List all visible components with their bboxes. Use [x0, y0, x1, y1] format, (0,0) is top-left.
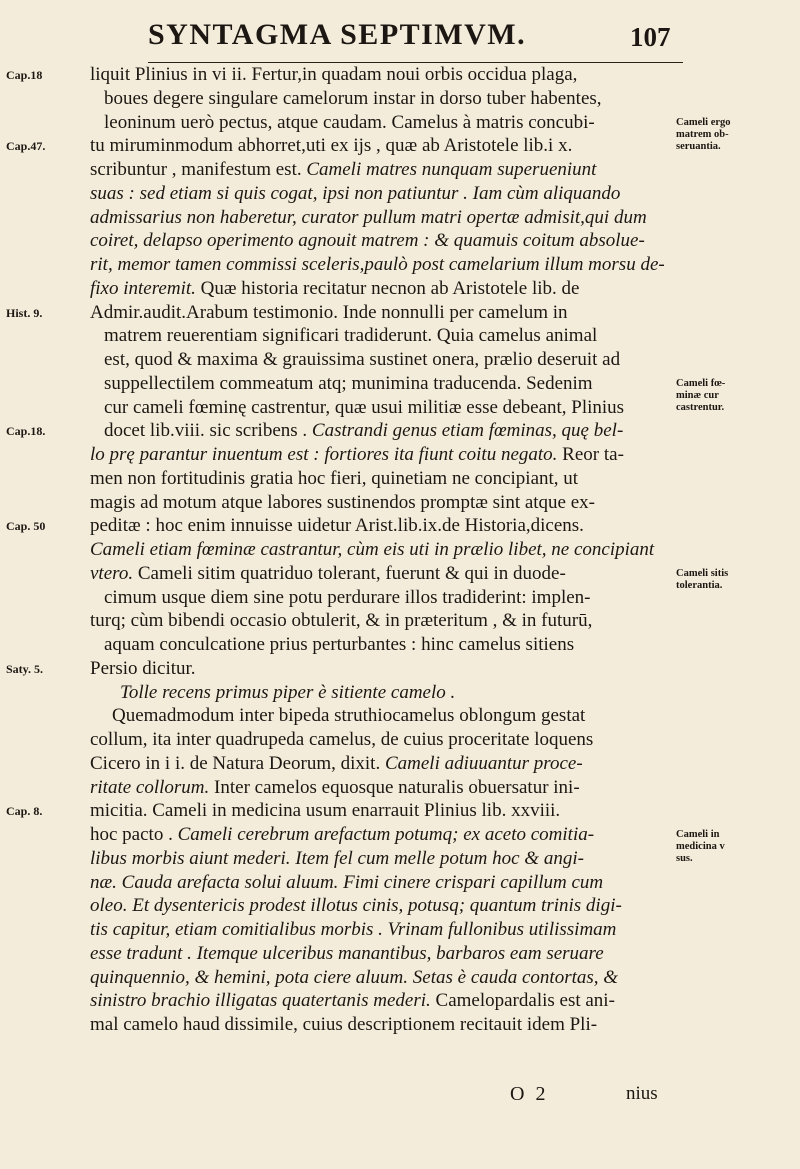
text-line: coiret, delapso operimento agnouit matrem : & quamuis coitum absolue- [90, 230, 645, 252]
text-line: Cicero in i i. de Natura Deorum, dixit. Cameli adiuuantur proce- [90, 752, 583, 774]
text-line: quinquennio, & hemini, pota ciere aluum. Setas è cauda contortas, & [90, 966, 619, 988]
text-line: leoninum uerò pectus, atque caudam. Camelus à matris concubi- [104, 111, 595, 133]
signature-mark: O 2 [510, 1083, 549, 1105]
page-title: SYNTAGMA SEPTIMVM. [148, 18, 527, 51]
text-line: rit, memor tamen commissi sceleris,paulò post camelarium illum morsu de- [90, 254, 665, 275]
margin-note-left: Cap. 8. [6, 804, 43, 819]
text-line: cur cameli fœminę castrentur, quæ usui militiæ esse debeant, Plinius [104, 396, 625, 418]
text-line: sinistro brachio illigatas quatertanis mederi. Camelopardalis est ani- [90, 990, 615, 1012]
text-line: magis ad motum atque labores sustinendos promptæ sint atque ex- [90, 491, 596, 513]
text-line: docet lib.viii. sic scribens . Castrandi genus etiam fœminas, quę bel- [104, 420, 624, 442]
text-line: micitia. Cameli in medicina usum enarrauit Plinius lib. xxviii. [90, 800, 561, 822]
text-line: Quemadmodum inter bipeda struthiocamelus oblongum gestat [112, 705, 586, 727]
text-line: næ. Cauda arefacta solui aluum. Fimi cinere crispari capillum cum [90, 871, 604, 893]
text-line: tu miruminmodum abhorret,uti ex ijs , quæ ab Aristotele lib.i x. [90, 135, 573, 157]
text-line: tis capitur, etiam comitialibus morbis . Vrinam fullonibus utilissimam [90, 919, 617, 940]
text-line: vtero. Cameli sitim quatriduo tolerant, fuerunt & qui in duode- [90, 562, 566, 584]
text-line: Cameli etiam fœminæ castrantur, cùm eis uti in prælio libet, ne concipiant [90, 539, 655, 560]
text-line: fixo interemit. Quæ historia recitatur necnon ab Aristotele lib. de [90, 277, 580, 299]
margin-note-left: Cap.47. [6, 139, 46, 154]
margin-note-left: Hist. 9. [6, 305, 43, 320]
text-line: cimum usque diem sine potu perdurare illos tradiderint: implen- [104, 586, 591, 608]
body-text [90, 63, 670, 1037]
text-line: hoc pacto . Cameli cerebrum arefactum potumq; ex aceto comitia- [90, 824, 595, 845]
margin-note-right: Cameli ergo matrem ob- seruantia. [676, 116, 731, 152]
text-line: Persio dicitur. [90, 657, 196, 679]
margin-note-left: Saty. 5. [6, 661, 44, 676]
text-line: admissarius non haberetur, curator pullum matri opertæ admisit,qui dum [90, 206, 647, 228]
running-head [0, 18, 800, 66]
margin-note-left: Cap.18. [6, 424, 46, 439]
text-line: Admir.audit.Arabum testimonio. Inde nonnulli per camelum in [90, 301, 568, 323]
margin-note-left: Cap. 50 [6, 519, 46, 534]
text-line: ritate collorum. Inter camelos equosque naturalis obuersatur ini- [90, 776, 580, 798]
text-line: boues degere singulare camelorum instar in dorso tuber habentes, [104, 87, 602, 109]
text-line: suppellectilem commeatum atq; munimina traducenda. Sedenim [104, 372, 593, 394]
margin-note-right: Cameli in medicina v sus. [676, 829, 725, 864]
margin-note-right: Cameli fœ- minæ cur castrentur. [676, 377, 726, 413]
text-line: turq; cùm bibendi occasio obtulerit, & in præteritum , & in futurū, [90, 610, 593, 632]
text-line: collum, ita inter quadrupeda camelus, de cuius proceritate loquens [90, 729, 594, 750]
text-line: aquam conculcatione prius perturbantes : hinc camelus sitiens [104, 634, 575, 655]
text-line: peditæ : hoc enim innuisse uidetur Arist.lib.ix.de Historia,dicens. [90, 515, 584, 537]
margin-note-left: Cap.18 [6, 68, 43, 82]
page-number: 107 [630, 22, 671, 52]
catchword: nius [626, 1083, 658, 1104]
text-line: Tolle recens primus piper è sitiente camelo . [120, 681, 456, 703]
text-line: oleo. Et dysentericis prodest illotus cinis, potusq; quantum trinis digi- [90, 895, 622, 917]
text-line: suas : sed etiam si quis cogat, ipsi non patiuntur . Iam cùm aliquando [90, 182, 621, 204]
text-line: scribuntur , manifestum est. Cameli matres nunquam superueniunt [90, 159, 597, 180]
text-line: est, quod & maxima & grauissima sustinet onera, prælio deseruit ad [104, 349, 621, 370]
text-line: matrem reuerentiam significari tradiderunt. Quia camelus animal [104, 325, 598, 347]
text-line: libus morbis aiunt mederi. Item fel cum melle potum hoc & angi- [90, 847, 584, 869]
text-line: men non fortitudinis gratia hoc fieri, quinetiam ne concipiant, ut [90, 467, 579, 489]
margin-note-right: Cameli sitis tolerantia. [676, 567, 729, 591]
text-line: liquit Plinius in vi ii. Fertur,in quadam noui orbis occidua plaga, [90, 64, 578, 85]
text-line: mal camelo haud dissimile, cuius descriptionem recitauit idem Pli- [90, 1014, 598, 1035]
text-line: esse tradunt . Itemque ulceribus manantibus, barbaros eam seruare [90, 942, 604, 964]
text-line: lo prę parantur inuentum est : fortiores ita fiunt coitu negato. Reor ta- [90, 444, 624, 465]
